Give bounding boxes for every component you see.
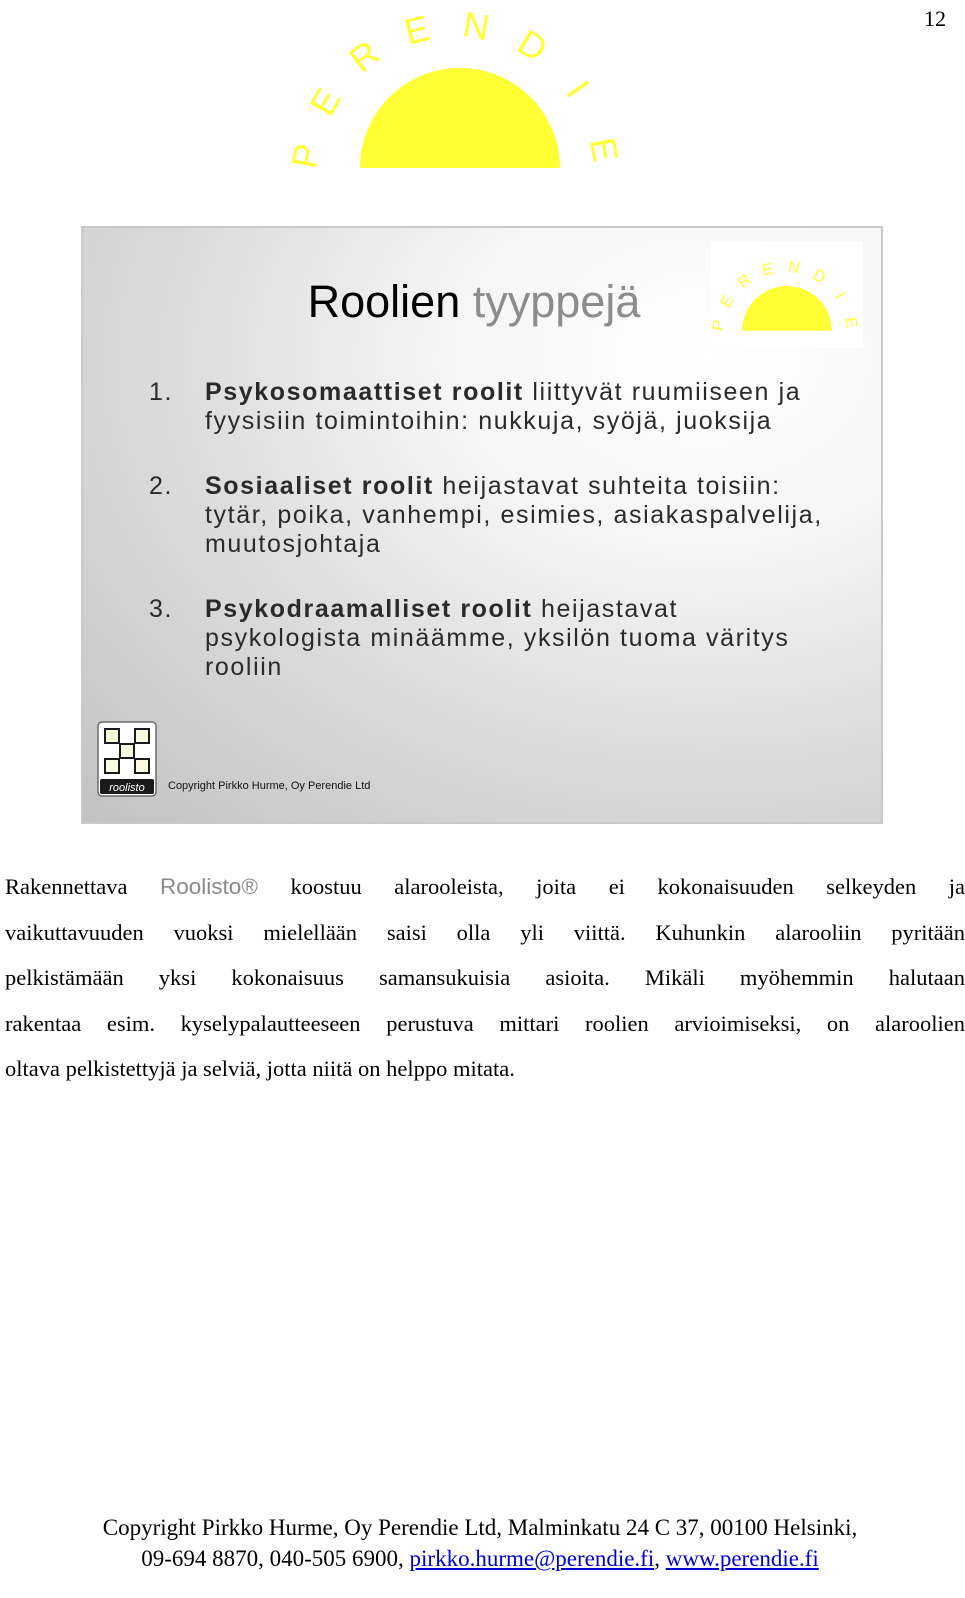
registered-mark: ® <box>241 874 258 899</box>
logo-letter: E <box>400 7 434 53</box>
roolisto-logo-text: roolisto <box>109 782 145 794</box>
paragraph-line: pelkistämään yksi kokonaisuus samansukuisia asioita. Mikäli myöhemmin halutaan <box>5 965 965 991</box>
footer-phones: 09-694 8870, 040-505 6900, <box>141 1546 404 1571</box>
logo-letter: E <box>760 259 776 280</box>
text-span: koostuu alarooleista, joita ei kokonaisuuden selkeyden ja <box>290 874 965 899</box>
logo-letter: N <box>459 3 493 49</box>
role-term: Sosiaaliset roolit <box>205 472 434 500</box>
role-term: Psykosomaattiset roolit <box>205 378 524 406</box>
list-item <box>149 595 829 682</box>
logo-letter: E <box>716 292 738 311</box>
slide-title-main: Roolien <box>307 276 461 327</box>
email-link[interactable]: pirkko.hurme@perendie.fi <box>409 1546 655 1571</box>
logo-letter: N <box>786 257 802 278</box>
logo-letter: E <box>841 315 861 330</box>
logo-letter: I <box>830 288 849 303</box>
paragraph-line: rakentaa esim. kyselypalautteeseen perustuva mittari roolien arvioimiseksi, on alaroolien <box>5 1010 965 1036</box>
body-paragraph <box>5 864 965 1092</box>
role-description: liittyvät ruumiiseen ja fyysisiin toimintoihin: nukkuja, syöjä, juoksija <box>205 378 802 435</box>
logo-letter: E <box>301 81 349 123</box>
list-item <box>149 378 829 436</box>
logo-letter: P <box>708 318 729 333</box>
paragraph-line: oltava pelkistettyjä ja selviä, jotta niitä on helppo mitata. <box>5 1056 515 1082</box>
logo-letter: I <box>558 72 598 105</box>
footer-address: Copyright Pirkko Hurme, Oy Perendie Ltd, Malminkatu 24 C 37, 00100 Helsinki, <box>102 1515 858 1540</box>
footer-contact <box>0 1543 960 1574</box>
brand-name: Roolisto <box>160 874 242 899</box>
perendie-sun-logo <box>283 3 630 172</box>
separator: , <box>654 1546 660 1571</box>
slide <box>81 226 883 824</box>
role-type-list <box>149 378 829 718</box>
paragraph-line <box>5 864 965 910</box>
list-number: 3. <box>149 595 174 623</box>
roolisto-brand <box>160 874 258 899</box>
list-item <box>149 472 829 559</box>
logo-letter: D <box>809 265 829 288</box>
text-span: Rakennettava <box>5 874 128 899</box>
slide-copyright: Copyright Pirkko Hurme, Oy Perendie Ltd <box>168 780 371 792</box>
logo-letter: D <box>510 21 555 70</box>
page-number: 12 <box>924 6 946 31</box>
role-description: heijastavat psykologista minäämme, yksilön tuoma väritys rooliin <box>205 595 790 681</box>
paragraph-line: vaikuttavuuden vuoksi mielellään saisi olla yli viittä. Kuhunkin alarooliin pyritään <box>5 919 965 945</box>
website-link[interactable]: www.perendie.fi <box>665 1546 819 1571</box>
roolisto-logo <box>97 721 157 797</box>
slide-title-accent: tyyppejä <box>472 276 641 327</box>
page-footer <box>0 1512 960 1574</box>
logo-letter: R <box>341 31 388 81</box>
slide-title <box>83 276 885 328</box>
list-number: 1. <box>149 378 174 406</box>
logo-letter: R <box>734 270 755 292</box>
logo-letter: P <box>283 140 328 172</box>
list-number: 2. <box>149 472 174 500</box>
role-description: heijastavat suhteita toisiin: tytär, poika, vanhempi, esimies, asiakaspalvelija, muutosjohtaja <box>205 472 823 558</box>
logo-letter: E <box>582 134 627 166</box>
role-term: Psykodraamalliset roolit <box>205 595 533 623</box>
